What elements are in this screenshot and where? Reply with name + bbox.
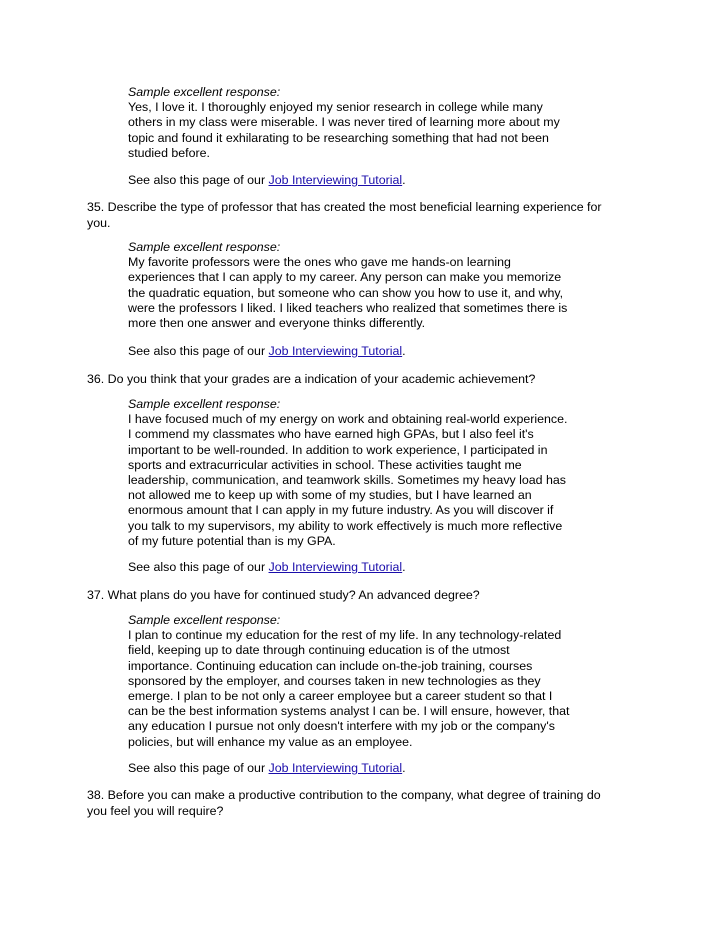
- question-38: [87, 787, 647, 819]
- question-line: 35. Describe the type of professor that has created the most beneficial learning experience for: [87, 200, 602, 214]
- question-line: 36. Do you think that your grades are a indication of your academic achievement?: [87, 372, 536, 386]
- see-also-prefix: See also this page of our: [128, 344, 269, 358]
- sample-response-label: Sample excellent response:: [128, 397, 281, 411]
- answer-line: Yes, I love it. I thoroughly enjoyed my senior research in college while many: [128, 100, 543, 115]
- answer-line: sponsored by the employer, and courses taken in new technologies as they: [128, 673, 541, 688]
- answer-37-block: [128, 613, 608, 750]
- answer-34-block: [128, 85, 608, 161]
- answer-line: more then one answer and everyone thinks differently.: [128, 316, 426, 331]
- job-interviewing-tutorial-link[interactable]: Job Interviewing Tutorial: [268, 344, 403, 358]
- answer-line: sports and extracurricular activities in school. These activities taught me: [128, 457, 522, 472]
- answer-line: you talk to my supervisors, my ability to work effectively is much more reflective: [128, 518, 563, 533]
- answer-line: others in my class were miserable. I was never tired of learning more about my: [128, 115, 560, 130]
- answer-line: topic and found it exhilarating to be researching something that had not been: [128, 130, 549, 145]
- answer-line: studied before.: [128, 145, 210, 160]
- question-36: [87, 371, 647, 387]
- question-line: 38. Before you can make a productive contribution to the company, what degree of training do: [87, 788, 601, 802]
- answer-line: field, keeping up to date through continuing education is of the utmost: [128, 643, 510, 658]
- answer-line: can be the best information systems analyst I can be. I will ensure, however, that: [128, 704, 570, 719]
- answer-line: not allowed me to keep up with some of my studies, but I have learned an: [128, 488, 532, 503]
- job-interviewing-tutorial-link[interactable]: Job Interviewing Tutorial: [268, 173, 403, 187]
- see-also-36: [128, 560, 406, 575]
- question-line: you feel you will require?: [87, 804, 224, 819]
- see-also-prefix: See also this page of our: [128, 560, 269, 574]
- answer-35-block: [128, 240, 608, 331]
- answer-line: of my future potential than is my GPA.: [128, 533, 336, 548]
- answer-line: any education I pursue not only doesn't interfere with my job or the company's: [128, 719, 555, 734]
- see-also-prefix: See also this page of our: [128, 173, 269, 187]
- answer-line: I commend my classmates who have earned high GPAs, but I also feel it's: [128, 427, 534, 442]
- see-also-suffix: .: [402, 344, 406, 358]
- sample-response-label: Sample excellent response:: [128, 613, 281, 627]
- sample-response-label: Sample excellent response:: [128, 85, 281, 99]
- answer-line: the quadratic equation, but someone who can show you how to use it, and why,: [128, 285, 564, 300]
- answer-line: My favorite professors were the ones who gave me hands-on learning: [128, 255, 511, 270]
- answer-line: policies, but will enhance my value as an employee.: [128, 734, 413, 749]
- see-also-prefix: See also this page of our: [128, 761, 269, 775]
- answer-line: leadership, communication, and teamwork skills. Sometimes my heavy load has: [128, 473, 566, 488]
- question-37: [87, 587, 647, 603]
- answer-line: important to be well-rounded. In addition to work experience, I participated in: [128, 442, 548, 457]
- question-line: you.: [87, 216, 111, 231]
- sample-response-label: Sample excellent response:: [128, 240, 281, 254]
- answer-line: experiences that I can apply to my career. Any person can make you memorize: [128, 270, 562, 285]
- question-line: 37. What plans do you have for continued study? An advanced degree?: [87, 588, 480, 602]
- see-also-34: [128, 173, 406, 188]
- answer-line: I plan to continue my education for the rest of my life. In any technology-related: [128, 628, 562, 643]
- answer-line: were the professors I liked. I liked teachers who realized that sometimes there is: [128, 300, 568, 315]
- job-interviewing-tutorial-link[interactable]: Job Interviewing Tutorial: [268, 560, 403, 574]
- question-35: [87, 199, 647, 231]
- answer-line: importance. Continuing education can include on-the-job training, courses: [128, 658, 533, 673]
- answer-line: enormous amount that I can apply in my future industry. As you will discover if: [128, 503, 554, 518]
- see-also-suffix: .: [402, 173, 406, 187]
- see-also-suffix: .: [402, 761, 406, 775]
- see-also-37: [128, 761, 406, 776]
- answer-line: emerge. I plan to be not only a career employee but a career student so that I: [128, 689, 553, 704]
- answer-36-block: [128, 397, 608, 549]
- see-also-suffix: .: [402, 560, 406, 574]
- answer-line: I have focused much of my energy on work and obtaining real-world experience.: [128, 412, 568, 427]
- job-interviewing-tutorial-link[interactable]: Job Interviewing Tutorial: [268, 761, 403, 775]
- see-also-35: [128, 344, 406, 359]
